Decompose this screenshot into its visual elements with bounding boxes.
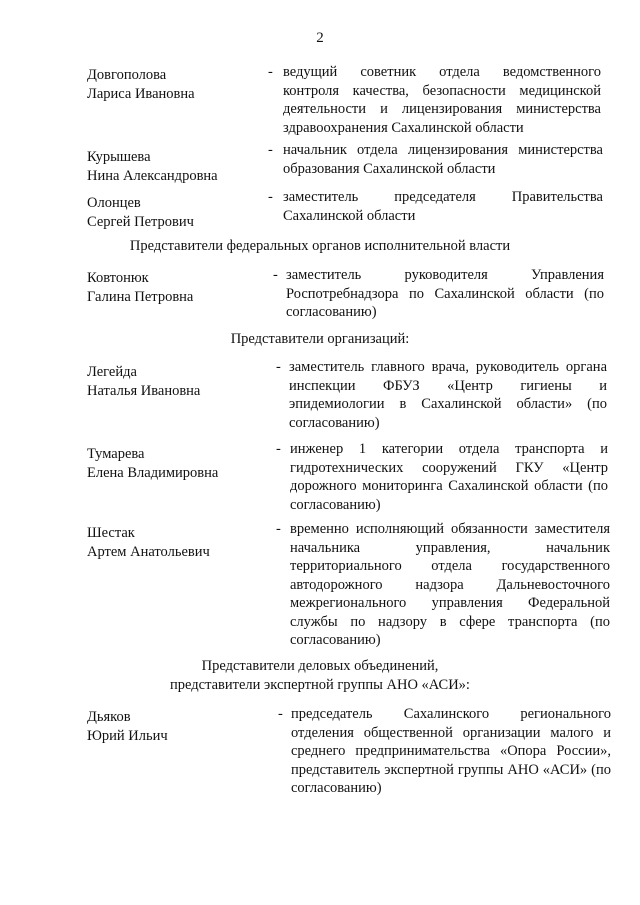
member-surname: Олонцев	[87, 195, 141, 211]
member-position: заместитель председателя Правительства Сахалинской области	[283, 189, 603, 224]
member-position: временно исполняющий обязанности заместителя начальника управления, начальник территориального отдела государственного автодорожного надзора Дальневосточного межрегионального управления Федеральной службы по надзору в сфере транспорта (по согласованию)	[290, 521, 610, 648]
page-number: 2	[316, 30, 324, 46]
member-position: начальник отдела лицензирования министерства образования Сахалинской области	[283, 142, 603, 177]
section-heading-business: Представители деловых объединений, представители экспертной группы АНО «АСИ»:	[170, 658, 470, 693]
dash-separator: -	[276, 441, 281, 457]
member-given-names: Лариса Ивановна	[87, 86, 195, 102]
dash-separator: -	[276, 359, 281, 375]
member-name	[87, 445, 267, 483]
section-heading-federal: Представители федеральных органов исполнительной власти	[129, 238, 511, 254]
dash-separator: -	[278, 706, 283, 722]
member-name	[87, 708, 267, 746]
member-position: инженер 1 категории отдела транспорта и гидротехнических сооружений ГКУ «Центр дорожного мониторинга Сахалинской области (по согласованию)	[290, 441, 608, 513]
section-heading-organizations: Представители организаций:	[230, 331, 410, 347]
member-given-names: Юрий Ильич	[87, 728, 168, 744]
member-surname: Ковтонюк	[87, 270, 149, 286]
dash-separator: -	[273, 267, 278, 283]
member-name	[87, 269, 267, 307]
member-given-names: Нина Александровна	[87, 168, 218, 184]
member-position: заместитель главного врача, руководитель органа инспекции ФБУЗ «Центр гигиены и эпидемиологии в Сахалинской области» (по согласованию)	[289, 359, 607, 431]
dash-separator: -	[276, 521, 281, 537]
dash-separator: -	[268, 189, 273, 205]
member-surname: Дьяков	[87, 709, 131, 725]
member-name	[87, 524, 267, 562]
member-surname: Курышева	[87, 149, 151, 165]
dash-separator: -	[268, 142, 273, 158]
member-position: заместитель руководителя Управления Роспотребнадзора по Сахалинской области (по согласованию)	[286, 267, 604, 320]
member-name	[87, 148, 267, 186]
member-name	[87, 66, 267, 104]
member-surname: Легейда	[87, 364, 137, 380]
member-given-names: Галина Петровна	[87, 289, 194, 305]
member-position: председатель Сахалинского регионального отделения общественной организации малого и среднего предпринимательства «Опора России», представитель экспертной группы АНО «АСИ» (по согласованию)	[291, 706, 611, 796]
member-given-names: Елена Владимировна	[87, 465, 219, 481]
member-given-names: Сергей Петрович	[87, 214, 194, 230]
member-name	[87, 363, 267, 401]
member-name	[87, 194, 267, 232]
member-surname: Шестак	[87, 525, 135, 541]
dash-separator: -	[268, 64, 273, 80]
member-position: ведущий советник отдела ведомственного контроля качества, безопасности медицинской деятельности и лицензирования министерства здравоохранения Сахалинской области	[283, 64, 601, 136]
member-given-names: Наталья Ивановна	[87, 383, 201, 399]
member-given-names: Артем Анатольевич	[87, 544, 210, 560]
member-surname: Тумарева	[87, 446, 145, 462]
member-surname: Довгополова	[87, 67, 167, 83]
